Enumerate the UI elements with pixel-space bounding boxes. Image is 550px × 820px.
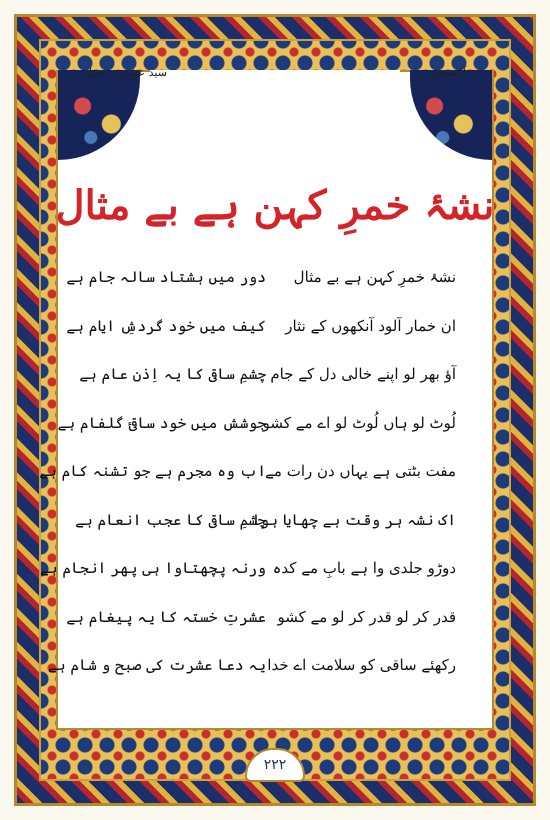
misra-second: اب وہ مجرم ہے جو تشنہ کام ہے — [39, 462, 266, 480]
couplet — [75, 510, 456, 560]
couplet — [79, 365, 456, 414]
couplet — [39, 462, 456, 511]
poem-body — [39, 268, 456, 705]
misra-first: لُوٹ لو ہاں لُوٹ لو اے مے کشو — [262, 413, 456, 432]
misra-first: اک نشہ ہر وقت ہے چھایا ہوا — [251, 510, 456, 529]
misra-first: قدر کر لو قدر کر لو مے کشو — [277, 607, 456, 626]
misra-second: دور میں ہشتاد سالہ جام ہے — [66, 268, 266, 286]
page-number: ۲۲۲ — [245, 748, 305, 782]
misra-first: نشۂ خمرِ کہن ہے بے مثال — [293, 268, 456, 286]
misra-first: مفت بٹتی ہے یہاں دن رات مے — [265, 462, 456, 480]
couplet — [40, 559, 456, 608]
misra-first: آؤ بھر لو اپنے خالی دل کے جام — [270, 365, 456, 383]
misra-second: کیف میں خود گردشِ ایام ہے — [66, 316, 266, 335]
couplet — [66, 607, 456, 657]
poem-title: نشۂ خمرِ کہن ہے بے مثال — [55, 182, 495, 229]
misra-first: رکھئے ساقی کو سلامت اے خدا — [267, 656, 456, 674]
book-title-label: آکسیجن — [429, 66, 466, 79]
couplet — [66, 268, 456, 317]
couplet — [48, 656, 456, 705]
couplet — [57, 413, 456, 463]
misra-second: عشرتِ خستہ کا یہ پیغام ہے — [66, 607, 266, 626]
misra-second: یہ دعا عشرت کی صبح و شام ہے — [48, 656, 266, 674]
author-name-label: سید عشرت جمیل — [84, 66, 167, 79]
misra-second: جوشش میں خود ساقئ گلفام ہے — [57, 413, 266, 432]
misra-second: ورنہ پچھتاوا ہی پھر انجام ہے — [40, 559, 266, 577]
misra-first: ان خمار آلود آنکھوں کے نثار — [285, 316, 456, 335]
couplet — [66, 316, 456, 366]
misra-first: دوڑو جلدی وا ہے بابِ مے کدہ — [272, 559, 456, 577]
misra-second: چشمِ ساقی کا یہ اِذنِ عام ہے — [79, 365, 266, 383]
misra-second: چشمِ ساقی کا عجب انعام ہے — [75, 510, 266, 529]
